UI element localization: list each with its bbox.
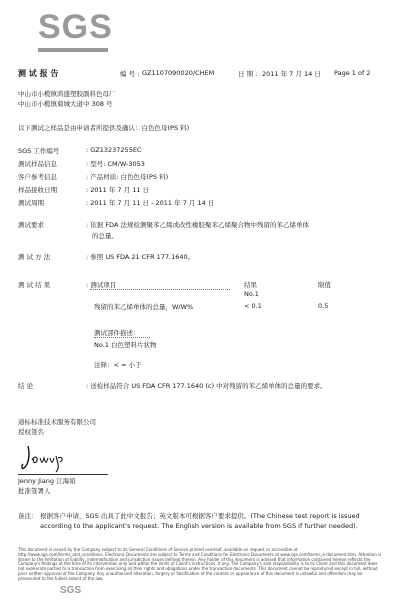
field-label: 测试样品信息 [18, 160, 57, 168]
results-col-result: 结果 [244, 281, 257, 289]
client-address-line2: 中山市小榄镇菊城大道中 308 号 [18, 100, 113, 108]
remark-line2: according to the applicant's request. The English version is available from SGS if further needed). [40, 522, 358, 530]
requirement-label: 测试要求 [18, 221, 44, 229]
results-col-item: : 测试项目 [86, 281, 117, 289]
client-address-line1: 中山市小榄镇鸿盛塑胶颜料色母厂 [18, 90, 116, 98]
page-number: Page 1 of 2 [334, 69, 371, 77]
signature-line [18, 474, 108, 475]
field-label: 测试周期 [18, 199, 44, 207]
requirement-line2: 的总量。 [92, 232, 118, 240]
field-label: SGS 工作编号 [18, 147, 60, 155]
date-label: 日 期 : [238, 70, 258, 78]
conclusion-value: : 送检样品符合 US FDA CFR 177.1640 (c) 中对残留的苯乙烯单体的总量的要求。 [86, 382, 327, 390]
report-no-label: 编 号 : [120, 70, 140, 78]
results-col-limit: 限值 [318, 281, 331, 289]
results-item: 残留的苯乙烯单体的总量，W/W% [94, 303, 194, 311]
field-value: : 型号: CM/W-3053 [86, 160, 145, 168]
conclusion-label: 结 论 [18, 382, 34, 390]
parts-item: No.1 白色塑料片状物 [94, 341, 157, 349]
report-title: 测 试 报 告 [18, 69, 59, 78]
results-limit: 0.5 [318, 302, 329, 310]
parts-heading: 测试部件描述： [94, 329, 140, 337]
results-col-no: No.1 [244, 290, 259, 298]
requirement-line1: : 依据 FDA 法规检测聚苯乙烯或改性橡胶聚苯乙烯聚合物中残留的苯乙烯单体 [86, 221, 309, 229]
field-label: 客户参考信息 [18, 173, 57, 181]
field-value: : GZ13237255EC [86, 146, 142, 154]
field-value: : 产品材质: 白色色母(PS 料) [86, 173, 169, 181]
results-label: 测 试 结 果 [18, 281, 51, 289]
field-value: : 2011 年 7 月 11 日 - 2011 年 7 月 14 日 [86, 199, 215, 207]
handwritten-signature [20, 440, 80, 474]
report-date: 2011 年 7 月 14 日 [262, 70, 321, 78]
remark-label: 备注： [18, 512, 38, 520]
field-value: : 2011 年 7 月 11 日 [86, 186, 150, 194]
sgs-logo [38, 8, 113, 60]
remark-line1: 根据客户申请，SGS 出具了此中文报告；英文版本可根据客户要求提供。(The Chinese test report is issued [40, 512, 360, 520]
parts-note: 注释：< = 小于 [94, 361, 142, 369]
company-name: 通标标准技术服务有限公司 [18, 418, 96, 426]
footer-disclaimer: This document is issued by the Company subject to its General Conditions of Service printed overleaf, available on request or accessible at http://www.sgs.com/terms_and_conditions. Electronic Documents are subject to Terms and Conditions for Electronic Documents at www.sgs.com/terms_e-document.htm. Attention is drawn to the limitation of liability, indemnification and jurisdiction issues defined therein. Any holder of this document is advised that information contained hereon reflects the Company's findings at the time of its intervention only and within the limits of Client's instructions, if any. The Company's sole responsibility is to its Client and this document does not exonerate parties to a transaction from exercising all their rights and obligations under the transaction documents. This document cannot be reproduced except in full, without prior written approval of the Company. Any unauthorized alteration, forgery or falsification of the content or appearance of this document is unlawful and offenders may be prosecuted to the fullest extent of the law. [18, 547, 382, 581]
signatory-name: Jenny Jiang 江海娟 [18, 477, 76, 485]
method-label: 测 试 方 法 [18, 253, 51, 261]
company-authorized: 授权签名 [18, 428, 44, 436]
field-label: 样品接收日期 [18, 186, 57, 194]
results-value: < 0.1 [244, 302, 262, 310]
results-divider [90, 289, 230, 290]
sgs-logo-text: SGS [38, 8, 113, 46]
report-no: GZ1107090020/CHEM [142, 69, 215, 77]
report-header [18, 68, 382, 82]
sample-intro: 以下测试之样品是由申请者所提供及确认：白色色母(PS 料) [18, 124, 190, 132]
method-value: : 参照 US FDA 21 CFR 177.1640。 [86, 253, 195, 261]
logo-underline [38, 48, 108, 52]
footer-sgs-logo: SGS [60, 585, 82, 596]
parts-divider [94, 337, 150, 338]
signatory-title: 批准签署人 [18, 487, 51, 495]
